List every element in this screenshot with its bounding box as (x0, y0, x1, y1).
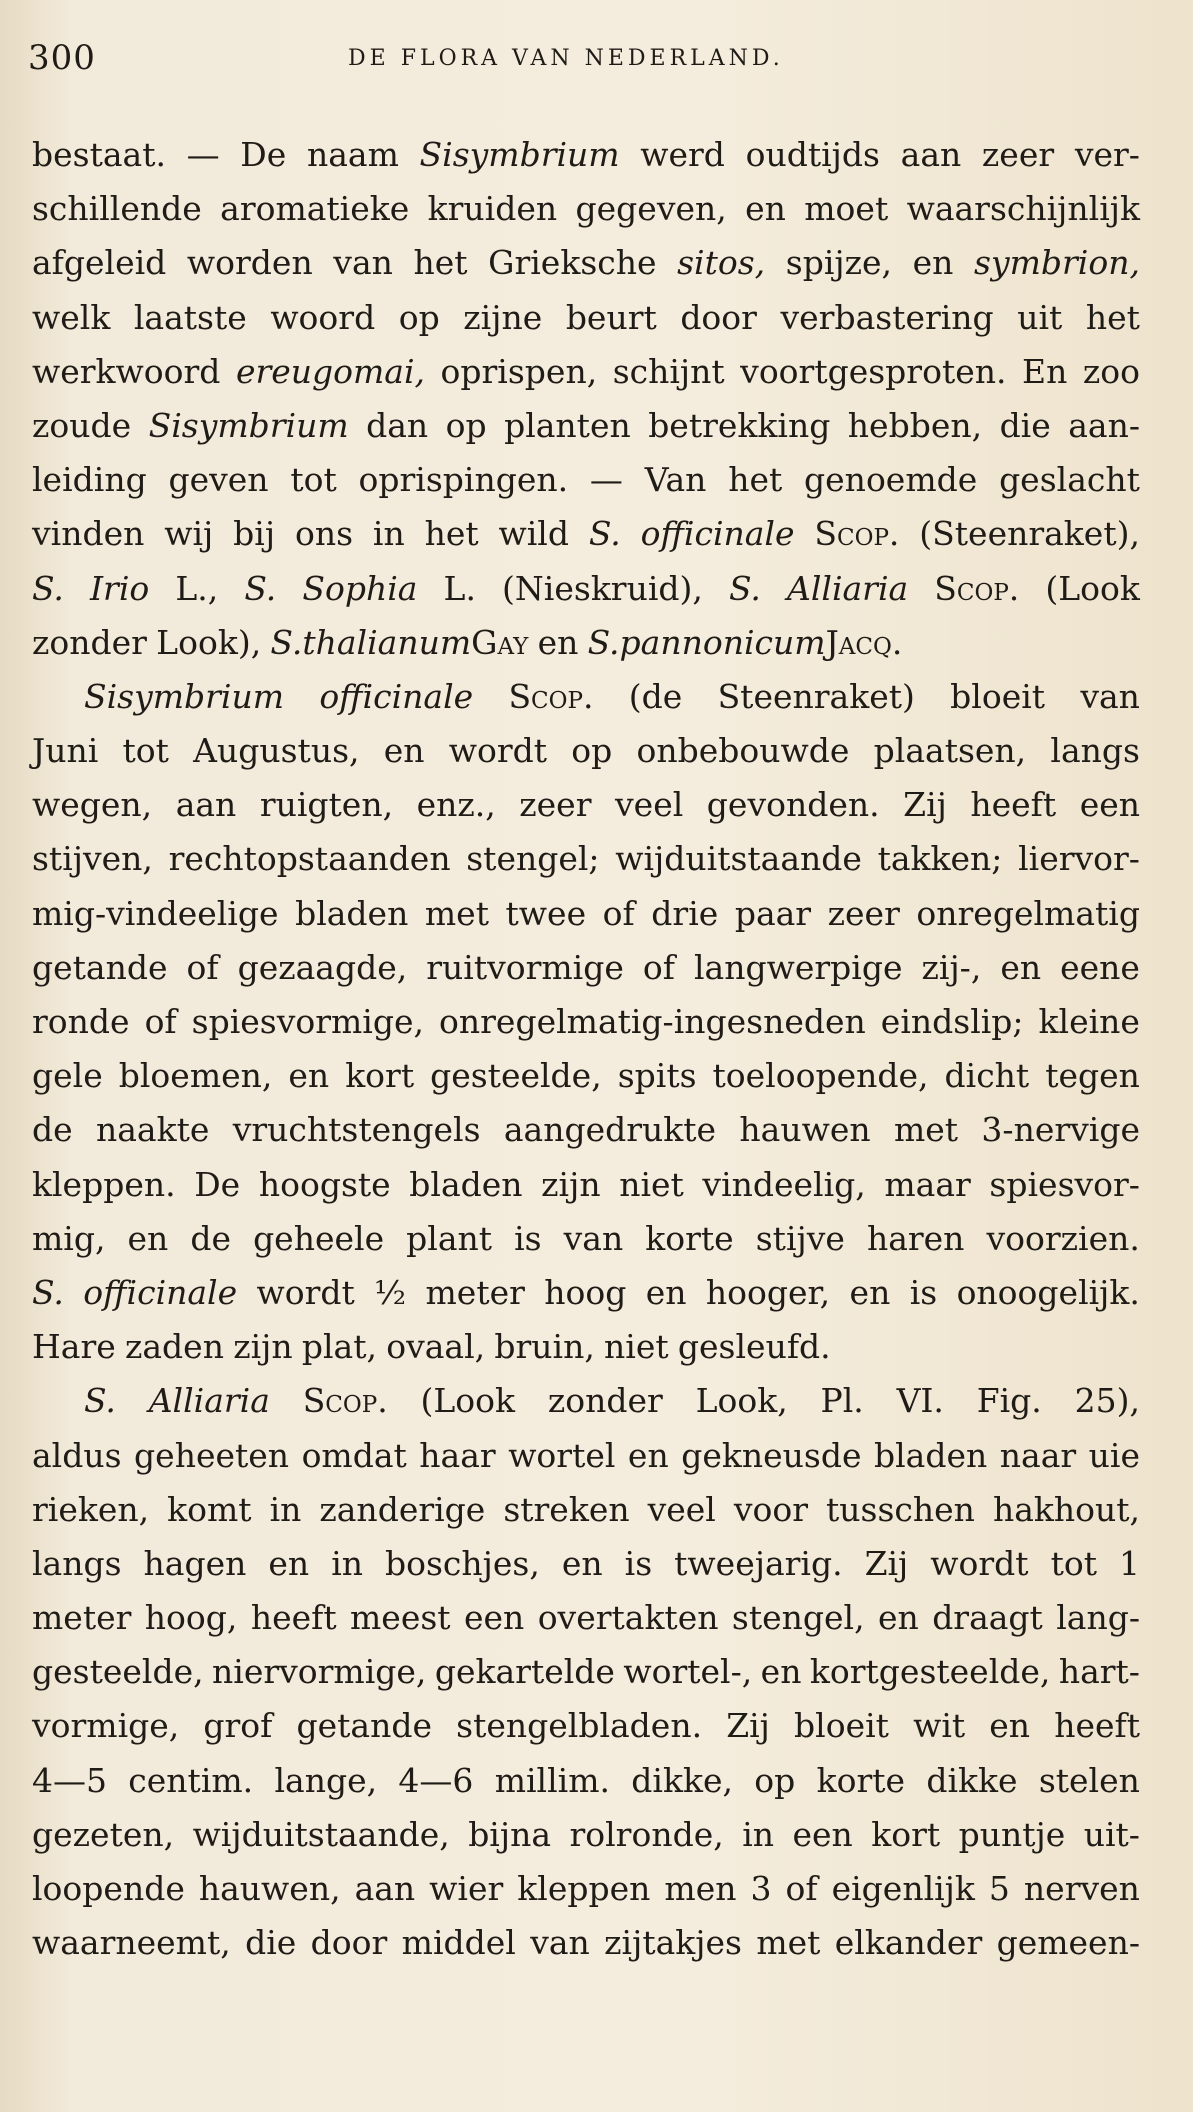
text-line: de naakte vruchtstengels aangedrukte hauwen met 3-nervige (32, 1110, 1140, 1150)
text-line: S. officinale wordt ½ meter hoog en hooger, en is onoogelijk. (32, 1272, 1140, 1312)
text-line: vormige, grof getande stengelbladen. Zij bloeit wit en heeft (32, 1706, 1140, 1746)
text-line: gezeten, wijduitstaande, bijna rolronde, in een kort puntje uit- (32, 1814, 1140, 1854)
text-line: gele bloemen, en kort gesteelde, spits toeloopende, dicht tegen (32, 1056, 1140, 1096)
text-line: rieken, komt in zanderige streken veel voor tusschen hakhout, (32, 1489, 1140, 1529)
text-line: ronde of spiesvormige, onregelmatig-ingesneden eindslip; kleine (32, 1002, 1140, 1041)
text-line: loopende hauwen, aan wier kleppen men 3 of eigenlijk 5 nerven (32, 1869, 1140, 1908)
text-line: gesteelde, niervormige, gekartelde wortel-, en kortgesteelde, hart- (32, 1652, 1140, 1692)
page-number: 300 (28, 38, 96, 78)
text-line: S. Irio L., S. Sophia L. (Nieskruid), S. Alliaria Scop. (Look (32, 568, 1140, 608)
text-line: stijven, rechtopstaanden stengel; wijduitstaande takken; liervor- (32, 839, 1140, 879)
text-line: Juni tot Augustus, en wordt op onbebouwde plaatsen, langs (32, 731, 1140, 771)
text-line: kleppen. De hoogste bladen zijn niet vindeelig, maar spiesvor- (32, 1164, 1140, 1204)
body-text (32, 128, 1140, 1970)
text-line: leiding geven tot oprispingen. — Van het genoemde geslacht (32, 460, 1140, 500)
text-line: langs hagen en in boschjes, en is tweejarig. Zij wordt tot 1 (32, 1543, 1140, 1583)
text-line: wegen, aan ruigten, enz., zeer veel gevonden. Zij heeft een (32, 785, 1140, 825)
text-line: afgeleid worden van het Grieksche sitos, spijze, en symbrion, (32, 243, 1140, 283)
text-line: welk laatste woord op zijne beurt door verbastering uit het (32, 297, 1140, 337)
text-line: aldus geheeten omdat haar wortel en gekneusde bladen naar uie (32, 1435, 1140, 1475)
text-line: zoude Sisymbrium dan op planten betrekking hebben, die aan- (32, 405, 1140, 445)
text-line: vinden wij bij ons in het wild S. officinale Scop. (Steenraket), (32, 514, 1140, 554)
text-line: Hare zaden zijn plat, ovaal, bruin, niet gesleufd. (32, 1327, 831, 1367)
text-line: Sisymbrium officinale Scop. (de Steenraket) bloeit van (84, 676, 1140, 716)
text-line: schillende aromatieke kruiden gegeven, en moet waarschijnlijk (32, 189, 1140, 229)
text-line: zonder Look), S. thalianum Gay en S. pannonicum Jacq. (32, 622, 903, 662)
text-line: meter hoog, heeft meest een overtakten stengel, en draagt lang- (32, 1598, 1140, 1638)
running-title: DE FLORA VAN NEDERLAND. (348, 46, 784, 71)
text-line: 4—5 centim. lange, 4—6 millim. dikke, op korte dikke stelen (32, 1760, 1140, 1800)
text-line: mig-vindeelige bladen met twee of drie paar zeer onregelmatig (32, 893, 1140, 933)
text-line: getande of gezaagde, ruitvormige of langwerpige zij-, en eene (32, 947, 1140, 987)
text-line: werkwoord ereugomai, oprispen, schijnt voortgesproten. En zoo (32, 351, 1140, 391)
text-line: mig, en de geheele plant is van korte stijve haren voorzien. (32, 1218, 1140, 1258)
page-header (28, 38, 1165, 88)
text-line: bestaat. — De naam Sisymbrium werd oudtijds aan zeer ver- (32, 135, 1140, 174)
text-line: waarneemt, die door middel van zijtakjes met elkander gemeen- (32, 1923, 1140, 1963)
text-line: S. Alliaria Scop. (Look zonder Look, Pl. VI. Fig. 25), (84, 1381, 1140, 1421)
